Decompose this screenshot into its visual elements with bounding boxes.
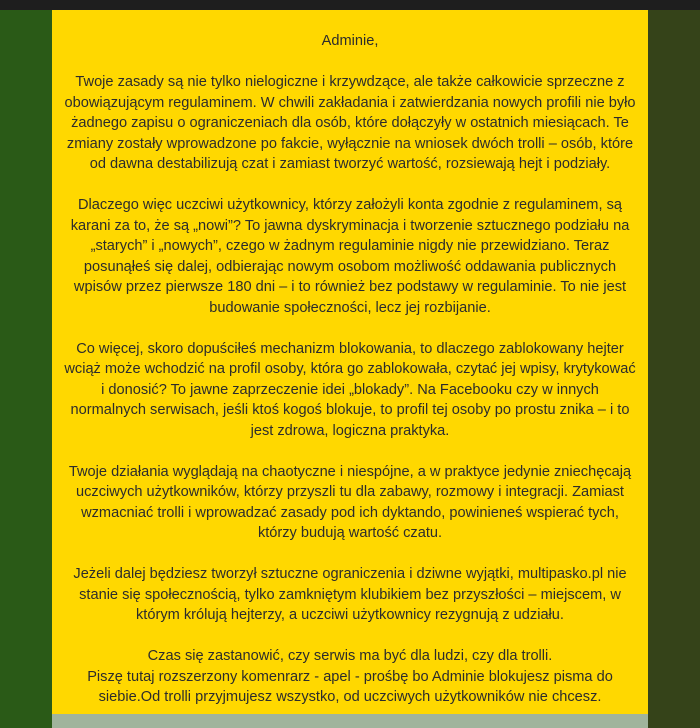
post-paragraph-4: Twoje działania wyglądają na chaotyczne i niespójne, a w praktyce jedynie zniechęcają uczciwych użytkowników, którzy przyszli tu dla zabawy, rozmowy i integracji. Zamiast wzmacniać trolli i wprowadzać zasady pod ich dyktando, powinieneś wspierać tych, którzy budują wartość czatu. <box>68 463 632 541</box>
footer-bar <box>52 714 648 728</box>
post-closing-line-2: Piszę tutaj rozszerzony komenrarz - apel - prośbę bo Adminie blokujesz pisma do siebie.Od trolli przyjmujesz wszystko, od uczciwych użytkowników nie chcesz. <box>87 668 613 705</box>
left-background-strip <box>0 10 52 728</box>
post-closing-line-1: Czas się zastanowić, czy serwis ma być dla ludzi, czy dla trolli. <box>147 648 553 664</box>
post-paragraph-5: Jeżeli dalej będziesz tworzył sztuczne ograniczenia i dziwne wyjątki, multipasko.pl nie stanie się społecznością, tylko zamkniętym klubikiem bez przyszłości – miejscem, w którym królują hejterzy, a uczciwi użytkownicy rezygnują z udziału. <box>73 566 627 623</box>
post-paragraph-2: Dlaczego więc uczciwi użytkownicy, którzy założyli konta zgodnie z regulaminem, są karani za to, że są „nowi”? To jawna dyskryminacja i tworzenie sztucznego podziału na „starych” i „nowych”, czego w żadnym regulaminie nigdy nie przewidziano. Teraz posunąłeś się dalej, odbierając nowym osobom możliwość oddawania publicznych wpisów przez pierwsze 180 dni – i to również bez podstawy w regulaminie. To nie jest budowanie społeczności, lecz jej rozbijanie. <box>70 197 630 316</box>
right-background-strip <box>648 10 700 728</box>
post-paragraph-3: Co więcej, skoro dopuściłeś mechanizm blokowania, to dlaczego zablokowany hejter wciąż może wchodzić na profil osoby, która go zablokowała, czytać jej wpisy, krytykować i donosić? To jawne zaprzeczenie idei „blokady”. Na Facebooku czy w innych normalnych serwisach, jeśli ktoś kogoś blokuje, to profil tej osoby po prostu znika – i to jest zdrowa, logiczna praktyka. <box>64 340 636 439</box>
post-paragraph-1: Twoje zasady są nie tylko nielogiczne i krzywdzące, ale także całkowicie sprzeczne z obowiązującym regulaminem. W chwili zakładania i zatwierdzania nowych profili nie było żadnego zapisu o ograniczeniach dla osób, które dołączyły w ostatnich miesiącach. Te zmiany zostały wprowadzone po fakcie, wyłącznie na wniosek dwóch trolli – osób, które od dawna destabilizują czat i zamiast tworzyć wartość, rozsiewają hejt i podziały. <box>64 74 636 172</box>
post-greeting: Adminie, <box>321 33 379 49</box>
post-card <box>52 10 648 714</box>
top-bar <box>0 0 700 10</box>
